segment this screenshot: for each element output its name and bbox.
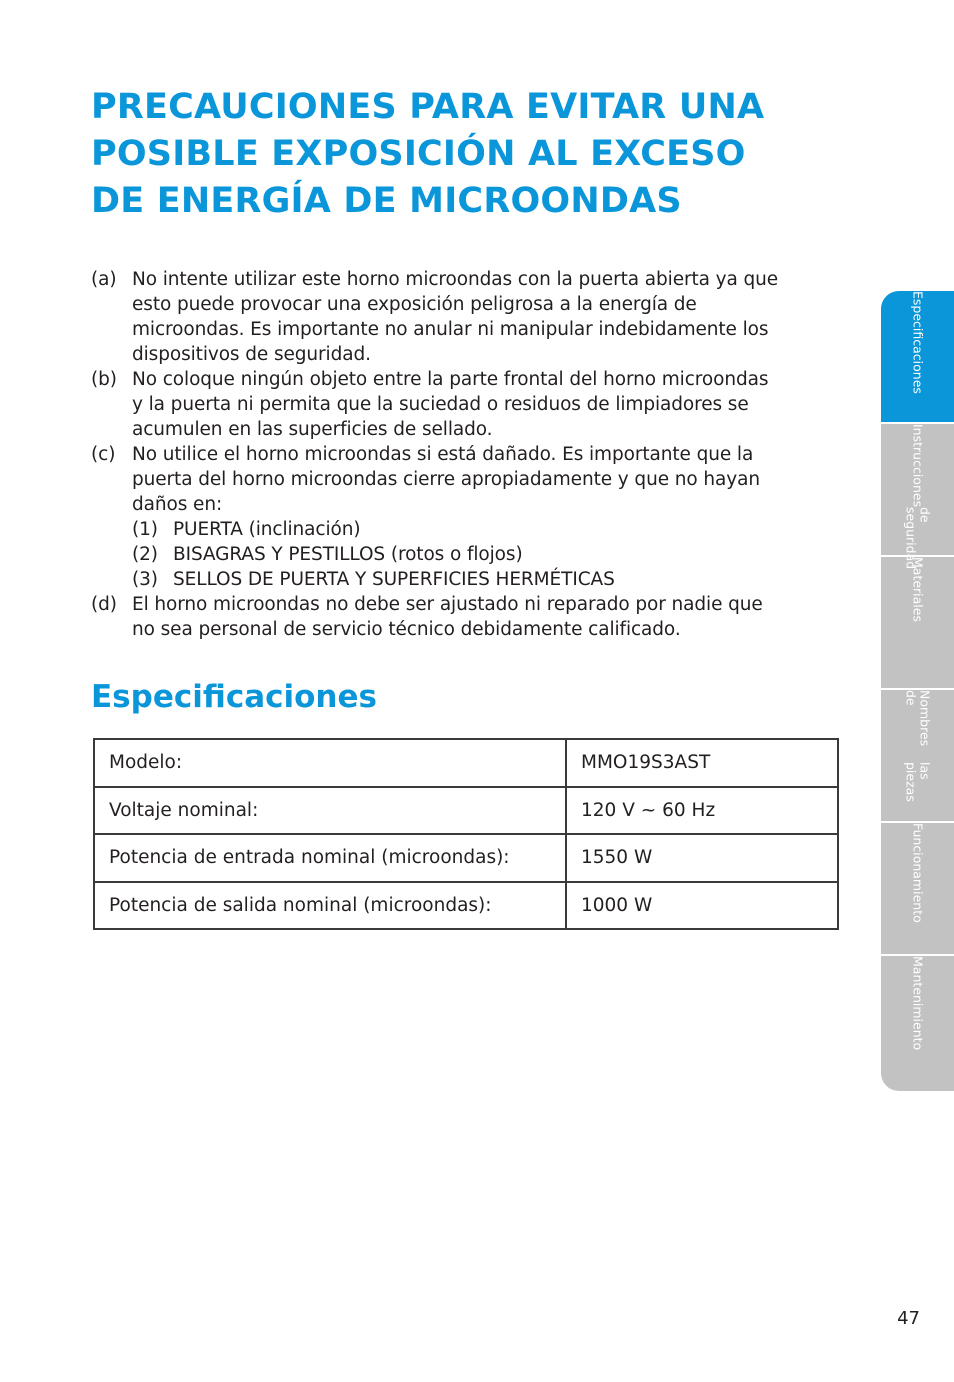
table-row bbox=[94, 834, 838, 882]
sub-item-marker: (2) bbox=[132, 544, 158, 565]
table-row bbox=[94, 882, 838, 930]
tab-label bbox=[881, 823, 954, 954]
item-line: dispositivos de seguridad. bbox=[132, 344, 371, 365]
sub-item-3 bbox=[132, 567, 871, 592]
tab-label-line: Materiales bbox=[910, 557, 926, 622]
item-line: No coloque ningún objeto entre la parte frontal del horno microondas bbox=[132, 369, 769, 390]
specs-table bbox=[93, 738, 839, 930]
precaution-item-a bbox=[91, 267, 871, 367]
item-line: no sea personal de servicio técnico debidamente calificado. bbox=[132, 619, 681, 640]
sub-item-text: SELLOS DE PUERTA Y SUPERFICIES HERMÉTICAS bbox=[173, 569, 615, 590]
tab-label bbox=[881, 690, 954, 821]
page-number: 47 bbox=[897, 1308, 920, 1329]
tab-nombres-de-las-piezas[interactable] bbox=[881, 690, 954, 823]
tab-label bbox=[881, 424, 954, 570]
item-line: El horno microondas no debe ser ajustado ni reparado por nadie que bbox=[132, 594, 763, 615]
tab-label-line: las piezas bbox=[903, 762, 933, 803]
tab-mantenimiento[interactable] bbox=[881, 956, 954, 1089]
item-marker: (c) bbox=[91, 444, 116, 465]
spec-label: Potencia de salida nominal (microondas): bbox=[94, 882, 566, 930]
tab-label-line: Funcionamiento bbox=[910, 823, 926, 923]
item-line: No utilice el horno microondas si está dañado. Es importante que la bbox=[132, 444, 754, 465]
item-marker: (a) bbox=[91, 269, 117, 290]
item-line: esto puede provocar una exposición peligrosa a la energía de bbox=[132, 294, 697, 315]
sub-item-text: PUERTA (inclinación) bbox=[173, 519, 361, 540]
page-title bbox=[91, 84, 861, 225]
precaution-item-c bbox=[91, 442, 871, 592]
tab-instrucciones-de-seguridad[interactable] bbox=[881, 424, 954, 570]
spec-value: 120 V ~ 60 Hz bbox=[566, 787, 838, 835]
spec-label: Voltaje nominal: bbox=[94, 787, 566, 835]
section-title-specs: Especificaciones bbox=[91, 679, 377, 715]
item-line: microondas. Es importante no anular ni manipular indebidamente los bbox=[132, 319, 769, 340]
spec-label: Modelo: bbox=[94, 739, 566, 787]
precaution-item-d bbox=[91, 592, 871, 642]
tab-especificaciones[interactable] bbox=[881, 291, 954, 424]
tab-label-line: Instrucciones bbox=[910, 424, 926, 508]
sub-item-marker: (1) bbox=[132, 519, 158, 540]
title-line: PRECAUCIONES PARA EVITAR UNA bbox=[91, 87, 765, 127]
tab-label bbox=[881, 956, 954, 1087]
tab-label-line: Especificaciones bbox=[910, 291, 926, 394]
tab-funcionamiento[interactable] bbox=[881, 823, 954, 956]
item-line: y la puerta ni permita que la suciedad o residuos de limpiadores se bbox=[132, 394, 749, 415]
section-tabs bbox=[881, 291, 954, 1091]
precaution-item-b bbox=[91, 367, 871, 442]
title-line: POSIBLE EXPOSICIÓN AL EXCESO bbox=[91, 134, 746, 174]
tab-label bbox=[881, 557, 954, 688]
spec-label: Potencia de entrada nominal (microondas): bbox=[94, 834, 566, 882]
sub-item-1 bbox=[132, 517, 871, 542]
tab-label-line: Nombres de bbox=[903, 690, 933, 747]
tab-label bbox=[881, 291, 954, 422]
table-row bbox=[94, 739, 838, 787]
table-row bbox=[94, 787, 838, 835]
item-line: acumulen en las superficies de sellado. bbox=[132, 419, 493, 440]
tab-label-line: Mantenimiento bbox=[910, 956, 926, 1051]
sub-item-2 bbox=[132, 542, 871, 567]
tab-materiales[interactable] bbox=[881, 557, 954, 690]
tab-label-line: de seguridad bbox=[903, 507, 933, 570]
sub-item-text: BISAGRAS Y PESTILLOS (rotos o flojos) bbox=[173, 544, 523, 565]
item-line: daños en: bbox=[132, 494, 223, 515]
item-line: No intente utilizar este horno microondas con la puerta abierta ya que bbox=[132, 269, 779, 290]
item-marker: (d) bbox=[91, 594, 117, 615]
spec-value: 1000 W bbox=[566, 882, 838, 930]
item-marker: (b) bbox=[91, 369, 117, 390]
sub-item-marker: (3) bbox=[132, 569, 158, 590]
spec-value: MMO19S3AST bbox=[566, 739, 838, 787]
title-line: DE ENERGÍA DE MICROONDAS bbox=[91, 181, 682, 221]
precautions-list bbox=[91, 267, 871, 642]
spec-value: 1550 W bbox=[566, 834, 838, 882]
item-line: puerta del horno microondas cierre apropiadamente y que no hayan bbox=[132, 469, 760, 490]
